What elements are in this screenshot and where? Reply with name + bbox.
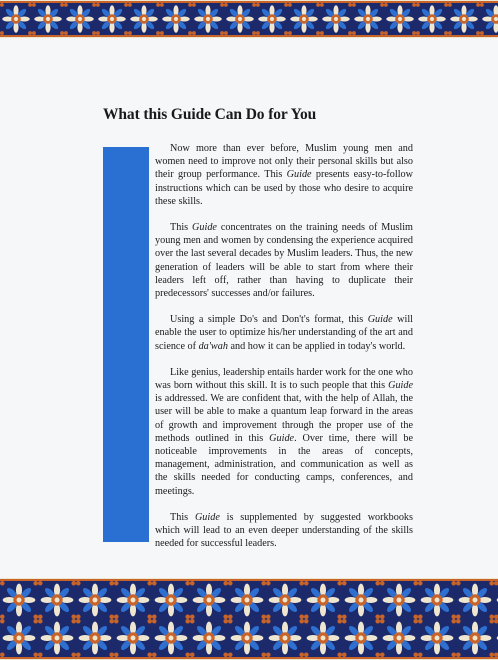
paragraph-4: [155, 366, 413, 498]
corner-dot: [96, 31, 100, 35]
corner-dot: [220, 3, 224, 7]
rosette-dot: [321, 598, 326, 603]
rosette-dot: [494, 17, 498, 21]
paragraph-1: [155, 142, 413, 208]
italic-run: Guide: [388, 380, 413, 392]
corner-dot: [109, 581, 114, 586]
corner-dot: [342, 581, 347, 586]
rosette-tile: [256, 3, 288, 35]
corner-dot: [261, 652, 266, 657]
rosette-dot: [302, 17, 306, 21]
text-run: This: [170, 222, 193, 234]
rosette-tile: [418, 581, 456, 619]
rosette-dot: [169, 636, 174, 641]
corner-dot: [0, 614, 5, 619]
rosette-tile: [288, 3, 320, 35]
corner-dot: [342, 652, 347, 657]
rosette-dot: [397, 636, 402, 641]
rosette-dot: [46, 17, 50, 21]
rosette-tile: [456, 581, 494, 619]
corner-dot: [223, 614, 228, 619]
rosette-dot: [142, 17, 146, 21]
corner-dot: [188, 31, 192, 35]
corner-dot: [304, 652, 309, 657]
corner-dot: [489, 614, 494, 619]
corner-dot: [348, 31, 352, 35]
corner-dot: [352, 3, 356, 7]
rosette-dot: [245, 636, 250, 641]
bottom-tile-pattern: [0, 578, 498, 660]
corner-dot: [489, 581, 494, 586]
corner-dot: [480, 3, 484, 7]
text-run: This: [170, 511, 195, 523]
corner-dot: [342, 614, 347, 619]
corner-dot: [266, 614, 271, 619]
corner-dot: [223, 581, 228, 586]
rosette-tile: [152, 581, 190, 619]
rosette-dot: [366, 17, 370, 21]
corner-dot: [418, 581, 423, 586]
rosette-tile: [418, 619, 456, 657]
rosette-tile: [76, 619, 114, 657]
corner-dot: [109, 619, 114, 624]
page-title: What this Guide Can Do for You: [103, 106, 317, 123]
corner-dot: [337, 652, 342, 657]
rosette-dot: [14, 17, 18, 21]
corner-dot: [185, 581, 190, 586]
text-run: Using a simple Do's and Don't's format, this: [170, 314, 368, 326]
corner-dot: [380, 619, 385, 624]
corner-dot: [76, 614, 81, 619]
corner-dot: [76, 581, 81, 586]
corner-dot: [190, 652, 195, 657]
text-run: . Over time, there will be noticeable improvements in the areas of concepts, management, administration, and communication as well as the skills needed for conducting camps, conferences, and meetings.: [155, 432, 413, 497]
corner-dot: [147, 619, 152, 624]
rosette-dot: [169, 598, 174, 603]
text-run: is supplemented by suggested workbooks which will lead to an even deeper understanding of the skills needed for successful leaders.: [155, 511, 413, 550]
corner-dot: [266, 581, 271, 586]
corner-dot: [38, 614, 43, 619]
rosette-dot: [206, 17, 210, 21]
corner-dot: [448, 31, 452, 35]
corner-dot: [156, 3, 160, 7]
rosette-tile: [224, 3, 256, 35]
corner-dot: [476, 3, 480, 7]
corner-dot: [64, 3, 68, 7]
corner-dot: [147, 581, 152, 586]
corner-dot: [375, 619, 380, 624]
corner-dot: [261, 614, 266, 619]
rosette-dot: [435, 598, 440, 603]
paragraph-5: [155, 511, 413, 551]
corner-dot: [152, 619, 157, 624]
corner-dot: [28, 31, 32, 35]
corner-dot: [416, 3, 420, 7]
corner-dot: [451, 581, 456, 586]
rosette-tile: [494, 619, 498, 657]
rosette-dot: [174, 17, 178, 21]
corner-dot: [451, 652, 456, 657]
rosette-dot: [17, 598, 22, 603]
corner-dot: [124, 3, 128, 7]
corner-dot: [299, 614, 304, 619]
corner-dot: [288, 3, 292, 7]
corner-dot: [413, 619, 418, 624]
corner-dot: [190, 619, 195, 624]
text-run: Like genius, leadership entails harder work for the one who was born without this skill. It is to such people that this: [155, 366, 413, 392]
rosette-tile: [0, 619, 38, 657]
corner-dot: [316, 31, 320, 35]
rosette-tile: [416, 3, 448, 35]
corner-dot: [489, 619, 494, 624]
corner-dot: [114, 581, 119, 586]
corner-dot: [152, 581, 157, 586]
rosette-tile: [384, 3, 416, 35]
rosette-tile: [190, 581, 228, 619]
rosette-dot: [245, 598, 250, 603]
corner-dot: [456, 581, 461, 586]
corner-dot: [337, 619, 342, 624]
corner-dot: [152, 614, 157, 619]
corner-dot: [71, 581, 76, 586]
corner-dot: [33, 652, 38, 657]
rosette-dot: [131, 636, 136, 641]
blue-accent-bar: [103, 147, 149, 542]
corner-dot: [0, 619, 5, 624]
corner-dot: [256, 31, 260, 35]
rosette-tile: [266, 581, 304, 619]
corner-dot: [0, 3, 4, 7]
corner-dot: [188, 3, 192, 7]
rosette-tile: [160, 3, 192, 35]
corner-dot: [32, 31, 36, 35]
rosette-dot: [131, 598, 136, 603]
corner-dot: [380, 3, 384, 7]
rosette-dot: [397, 598, 402, 603]
rosette-dot: [17, 636, 22, 641]
rosette-dot: [430, 17, 434, 21]
rosette-tile: [342, 581, 380, 619]
corner-dot: [38, 652, 43, 657]
corner-dot: [418, 652, 423, 657]
corner-dot: [38, 619, 43, 624]
rosette-tile: [380, 619, 418, 657]
corner-dot: [304, 619, 309, 624]
corner-dot: [412, 31, 416, 35]
rosette-tile: [380, 581, 418, 619]
rosette-dot: [55, 598, 60, 603]
corner-dot: [348, 3, 352, 7]
corner-dot: [299, 652, 304, 657]
text-run: will enable the user to optimize his/her understanding of the art and science of: [155, 314, 413, 352]
rosette-tile: [228, 619, 266, 657]
rosette-dot: [270, 17, 274, 21]
corner-dot: [220, 31, 224, 35]
corner-dot: [448, 3, 452, 7]
corner-dot: [109, 652, 114, 657]
corner-dot: [320, 3, 324, 7]
corner-dot: [266, 619, 271, 624]
corner-dot: [114, 619, 119, 624]
corner-dot: [284, 31, 288, 35]
corner-dot: [316, 3, 320, 7]
corner-dot: [192, 31, 196, 35]
corner-dot: [33, 614, 38, 619]
corner-dot: [456, 614, 461, 619]
corner-dot: [418, 614, 423, 619]
rosette-tile: [114, 619, 152, 657]
corner-dot: [337, 581, 342, 586]
corner-dot: [444, 3, 448, 7]
rosette-tile: [494, 581, 498, 619]
rosette-tile: [448, 3, 480, 35]
corner-dot: [380, 652, 385, 657]
corner-dot: [380, 31, 384, 35]
rosette-dot: [321, 636, 326, 641]
rosette-dot: [462, 17, 466, 21]
corner-dot: [304, 581, 309, 586]
corner-dot: [60, 31, 64, 35]
corner-dot: [96, 3, 100, 7]
paragraph-2: [155, 221, 413, 300]
rosette-tile: [480, 3, 498, 35]
rosette-dot: [93, 598, 98, 603]
corner-dot: [190, 581, 195, 586]
decorative-bottom-border: [0, 578, 498, 660]
corner-dot: [375, 652, 380, 657]
corner-dot: [38, 581, 43, 586]
corner-dot: [380, 614, 385, 619]
corner-dot: [128, 31, 132, 35]
corner-dot: [261, 619, 266, 624]
rosette-dot: [55, 636, 60, 641]
corner-dot: [375, 581, 380, 586]
corner-dot: [228, 619, 233, 624]
corner-dot: [160, 3, 164, 7]
corner-dot: [92, 31, 96, 35]
corner-dot: [92, 3, 96, 7]
corner-dot: [413, 652, 418, 657]
corner-dot: [76, 652, 81, 657]
rosette-dot: [283, 598, 288, 603]
corner-dot: [156, 31, 160, 35]
corner-dot: [228, 652, 233, 657]
corner-dot: [60, 3, 64, 7]
rosette-tile: [228, 581, 266, 619]
corner-dot: [380, 581, 385, 586]
rosette-tile: [76, 581, 114, 619]
rosette-tile: [304, 619, 342, 657]
corner-dot: [71, 619, 76, 624]
italic-run: Guide: [194, 511, 220, 523]
corner-dot: [33, 619, 38, 624]
corner-dot: [114, 614, 119, 619]
italic-run: Guide: [192, 222, 217, 234]
rosette-dot: [398, 17, 402, 21]
decorative-top-border: [0, 0, 498, 38]
corner-dot: [266, 652, 271, 657]
corner-dot: [109, 614, 114, 619]
italic-run: da'wah: [198, 340, 228, 352]
corner-dot: [480, 31, 484, 35]
corner-dot: [160, 31, 164, 35]
corner-dot: [0, 652, 5, 657]
corner-dot: [124, 31, 128, 35]
corner-dot: [252, 3, 256, 7]
rosette-tile: [342, 619, 380, 657]
text-run: presents easy-to-follow instructions which can be used by those who desire to acquire these skills.: [155, 169, 413, 207]
rosette-dot: [207, 636, 212, 641]
corner-dot: [304, 614, 309, 619]
corner-dot: [185, 614, 190, 619]
corner-dot: [152, 652, 157, 657]
corner-dot: [33, 581, 38, 586]
corner-dot: [337, 614, 342, 619]
corner-dot: [412, 3, 416, 7]
corner-dot: [375, 614, 380, 619]
corner-dot: [413, 614, 418, 619]
corner-dot: [288, 31, 292, 35]
rosette-tile: [38, 619, 76, 657]
corner-dot: [228, 614, 233, 619]
rosette-dot: [283, 636, 288, 641]
corner-dot: [0, 581, 5, 586]
rosette-tile: [320, 3, 352, 35]
corner-dot: [223, 652, 228, 657]
top-tile-pattern: [0, 0, 498, 38]
text-run: is addressed. We are confident that, with the help of Allah, the user will be able to make a quantum leap forward in the areas of growth and improvement through the proper use of the methods outlined in this: [155, 393, 413, 444]
rosette-tile: [190, 619, 228, 657]
rosette-tile: [152, 619, 190, 657]
rosette-tile: [38, 581, 76, 619]
corner-dot: [0, 31, 4, 35]
border-rule: [0, 579, 498, 581]
rosette-dot: [435, 636, 440, 641]
corner-dot: [192, 3, 196, 7]
corner-dot: [190, 614, 195, 619]
corner-dot: [416, 31, 420, 35]
corner-dot: [299, 581, 304, 586]
rosette-tile: [0, 3, 32, 35]
corner-dot: [284, 3, 288, 7]
corner-dot: [418, 619, 423, 624]
corner-dot: [342, 619, 347, 624]
rosette-dot: [110, 17, 114, 21]
rosette-tile: [456, 619, 494, 657]
rosette-dot: [334, 17, 338, 21]
text-run: concentrates on the training needs of Muslim young men and women by condensing the experience acquired over the last several decades by Muslim leaders. Thus, the new generation of leaders will be able to start from where their leaders left off, rather than having to duplicate their predecessors' successes and/or failures.: [155, 222, 413, 300]
border-rule: [0, 35, 498, 37]
paragraph-3: [155, 313, 413, 353]
text-run: Now more than ever before, Muslim young men and women need to improve not only their personal skills but also their group performance. This: [155, 143, 413, 181]
corner-dot: [384, 31, 388, 35]
italic-run: Guide: [286, 169, 312, 181]
rosette-dot: [207, 598, 212, 603]
corner-dot: [489, 652, 494, 657]
rosette-dot: [93, 636, 98, 641]
corner-dot: [147, 614, 152, 619]
corner-dot: [476, 31, 480, 35]
rosette-tile: [64, 3, 96, 35]
corner-dot: [185, 652, 190, 657]
rosette-tile: [96, 3, 128, 35]
rosette-dot: [473, 598, 478, 603]
border-rule: [0, 657, 498, 659]
corner-dot: [224, 3, 228, 7]
rosette-tile: [304, 581, 342, 619]
border-rule: [0, 1, 498, 3]
rosette-tile: [32, 3, 64, 35]
rosette-tile: [114, 581, 152, 619]
corner-dot: [114, 652, 119, 657]
corner-dot: [451, 614, 456, 619]
corner-dot: [256, 3, 260, 7]
rosette-dot: [359, 598, 364, 603]
corner-dot: [261, 581, 266, 586]
corner-dot: [413, 581, 418, 586]
corner-dot: [28, 3, 32, 7]
corner-dot: [228, 581, 233, 586]
corner-dot: [185, 619, 190, 624]
rosette-dot: [359, 636, 364, 641]
corner-dot: [128, 3, 132, 7]
corner-dot: [76, 619, 81, 624]
corner-dot: [224, 31, 228, 35]
body-text: [155, 142, 413, 563]
rosette-dot: [78, 17, 82, 21]
rosette-tile: [192, 3, 224, 35]
italic-run: Guide: [269, 432, 295, 444]
text-run: and how it can be applied in today's world.: [227, 340, 406, 352]
corner-dot: [320, 31, 324, 35]
corner-dot: [444, 31, 448, 35]
corner-dot: [299, 619, 304, 624]
italic-run: Guide: [367, 314, 393, 326]
rosette-tile: [128, 3, 160, 35]
corner-dot: [71, 652, 76, 657]
corner-dot: [456, 652, 461, 657]
corner-dot: [147, 652, 152, 657]
corner-dot: [451, 619, 456, 624]
rosette-tile: [266, 619, 304, 657]
corner-dot: [384, 3, 388, 7]
rosette-tile: [0, 581, 38, 619]
corner-dot: [252, 31, 256, 35]
corner-dot: [32, 3, 36, 7]
rosette-tile: [352, 3, 384, 35]
rosette-dot: [473, 636, 478, 641]
rosette-dot: [238, 17, 242, 21]
corner-dot: [64, 31, 68, 35]
corner-dot: [223, 619, 228, 624]
corner-dot: [456, 619, 461, 624]
corner-dot: [352, 31, 356, 35]
corner-dot: [71, 614, 76, 619]
